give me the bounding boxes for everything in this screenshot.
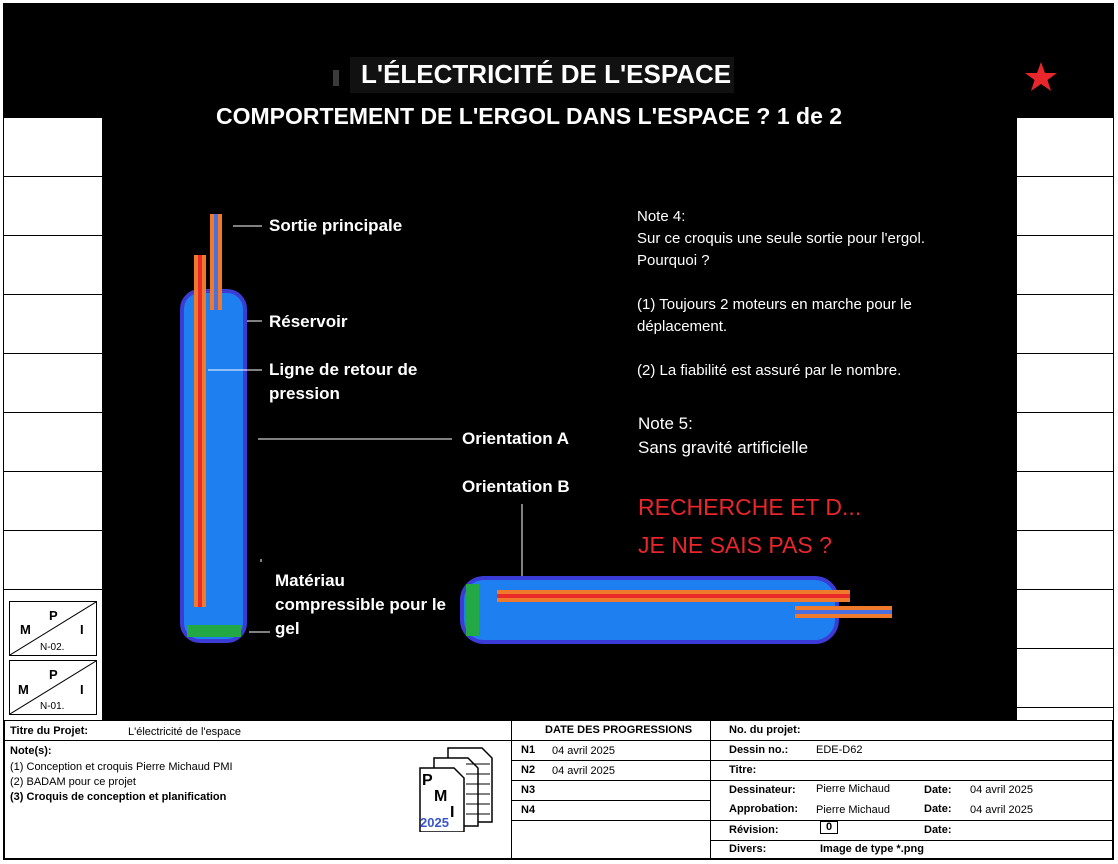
divers-value: Image de type *.png	[820, 843, 924, 855]
note4-item2: (2) La fiabilité est assuré par le nombre.	[637, 362, 902, 379]
note4-line1: Sur ce croquis une seule sortie pour l'ergol.	[637, 230, 926, 247]
note4-item1b: déplacement.	[637, 318, 728, 335]
label-materiau-3: gel	[275, 619, 300, 638]
horizontal-tank	[462, 578, 837, 642]
red-note-1: RECHERCHE ET D...	[638, 494, 862, 520]
dessinateur-date-label: Date:	[924, 784, 952, 796]
mpi-logo-n02: M P I N-02.	[9, 601, 97, 656]
progress-n2-label: N2	[521, 764, 536, 776]
dessinateur-date: 04 avril 2025	[970, 784, 1033, 796]
page-subtitle: COMPORTEMENT DE L'ERGOL DANS L'ESPACE ? 1 de 2	[216, 103, 843, 129]
progress-n3-label: N3	[521, 784, 536, 796]
label-ligne-retour: Ligne de retour de	[269, 360, 418, 379]
approbation-date: 04 avril 2025	[970, 804, 1033, 816]
label-materiau-2: compressible pour le	[275, 595, 446, 614]
vertical-main-outlet	[210, 214, 222, 310]
titre-projet-label: Titre du Projet:	[10, 725, 89, 737]
pmi-document-logo: P M I 2025	[416, 746, 496, 832]
note5-title: Note 5:	[638, 414, 693, 433]
revision-label: Révision:	[729, 824, 779, 836]
progress-n4-label: N4	[521, 804, 536, 816]
progress-n2-date: 04 avril 2025	[552, 765, 615, 777]
titleblock-note2: (2) BADAM pour ce projet	[10, 776, 136, 788]
label-materiau-1: Matériau	[275, 571, 345, 590]
red-note-2: JE NE SAIS PAS ?	[638, 532, 832, 558]
titleblock-note1: (1) Conception et croquis Pierre Michaud PMI	[10, 761, 233, 773]
page-title: L'ÉLECTRICITÉ DE L'ESPACE	[361, 59, 732, 89]
vertical-tank	[182, 291, 245, 641]
titre-label: Titre:	[729, 764, 757, 776]
note5-text: Sans gravité artificielle	[638, 438, 809, 457]
note4-title: Note 4:	[637, 208, 686, 225]
dessin-label: Dessin no.:	[729, 744, 789, 756]
dessinateur-label: Dessinateur:	[729, 784, 796, 796]
titre-projet-value: L'électricité de l'espace	[128, 726, 242, 738]
approbation-date-label: Date:	[924, 803, 952, 815]
label-orientation-a: Orientation A	[462, 429, 570, 448]
projet-no-label: No. du projet:	[729, 724, 801, 736]
note4-item1a: (1) Toujours 2 moteurs en marche pour le	[637, 296, 912, 313]
dessin-value: EDE-D62	[816, 744, 863, 756]
progress-n1-date: 04 avril 2025	[552, 745, 615, 757]
divers-label: Divers:	[729, 843, 767, 855]
horizontal-return-line	[497, 590, 850, 602]
label-ligne-retour-2: pression	[269, 384, 340, 403]
notes-label: Note(s):	[10, 745, 52, 757]
approbation-label: Approbation:	[729, 803, 799, 815]
label-sortie-principale: Sortie principale	[269, 216, 403, 235]
titleblock-note3: (3) Croquis de conception et planification	[10, 791, 227, 803]
vertical-return-line	[194, 255, 206, 607]
label-reservoir: Réservoir	[269, 312, 348, 331]
label-orientation-b: Orientation B	[462, 477, 570, 496]
revision-value: 0	[820, 821, 838, 834]
mpi-logo-n01: M P I N-01.	[9, 660, 97, 715]
dessinateur-value: Pierre Michaud	[816, 783, 890, 795]
progress-header: DATE DES PROGRESSIONS	[545, 724, 693, 736]
approbation-value: Pierre Michaud	[816, 804, 890, 816]
horizontal-main-outlet	[795, 606, 892, 618]
revision-date-label: Date:	[924, 824, 952, 836]
progress-n1-label: N1	[521, 744, 536, 756]
note4-line2: Pourquoi ?	[637, 252, 710, 269]
